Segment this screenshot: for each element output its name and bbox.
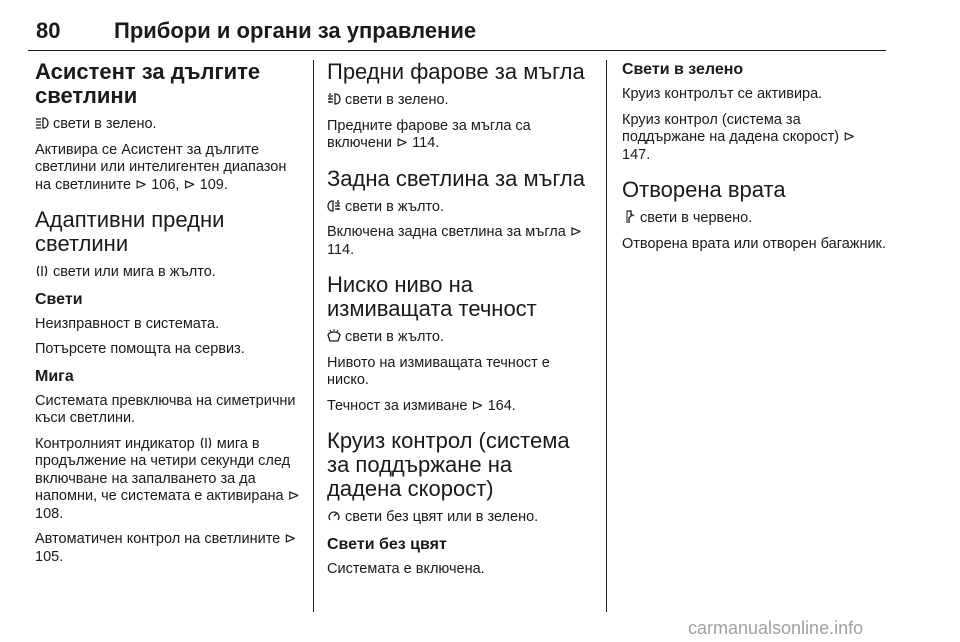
adaptive-fault-text: Неизправност в системата. (35, 315, 220, 332)
adaptive-indicator-text (35, 436, 300, 524)
washer-fluid-status (327, 329, 592, 347)
front-fog-desc: Предните фарове за мъгла са включени ⊳ 114. (327, 117, 531, 151)
subheading-lit: Свети (35, 290, 83, 308)
door-open-status (622, 210, 887, 228)
section-title-washer-fluid: Ниско ниво на измиващата течност (327, 272, 537, 321)
subheading-flashing: Мига (35, 367, 74, 385)
high-beam-assist-status (35, 116, 300, 134)
section-title-door-open: Отворена врата (622, 177, 786, 202)
subheading-lit-no-color: Свети без цвят (327, 535, 447, 553)
door-open-desc: Отворена врата или отворен багажник. (622, 235, 886, 252)
washer-fluid-icon (327, 329, 341, 343)
adaptive-switch-text: Системата превключва на симетрични къси светлини. (35, 392, 296, 426)
column-divider-2 (606, 60, 607, 612)
section-title-rear-fog: Задна светлина за мъгла (327, 165, 585, 191)
chapter-title: Прибори и органи за управление (114, 18, 477, 43)
door-open-icon (622, 210, 636, 224)
text-part: мига в продължение на четири секунди след включване на запалването за да напомни, че системата е активирана ⊳ 108. (35, 435, 300, 522)
adaptive-headlight-status (35, 264, 300, 282)
cruise-control-on-text: Системата е включена. (327, 560, 485, 577)
section-title-front-fog: Предни фарове за мъгла (327, 59, 585, 84)
adaptive-headlight-icon (199, 436, 213, 450)
rear-fog-desc: Включена задна светлина за мъгла ⊳ 114. (327, 224, 582, 258)
header-divider (28, 50, 886, 51)
high-beam-assist-desc: Активира се Асистент за дългите светлини или интелигентен диапазон на светлините ⊳ 106, ⊳ 109. (35, 141, 287, 193)
column-1 (35, 60, 300, 574)
cruise-control-status (327, 509, 592, 527)
front-fog-light-icon (327, 92, 341, 106)
status-text: свети в зелено. (53, 116, 157, 132)
subheading-lit-green: Свети в зелено (622, 61, 744, 78)
status-text: свети или мига в жълто. (53, 264, 216, 280)
status-text: свети в червено. (640, 210, 753, 226)
rear-fog-light-icon (327, 199, 341, 213)
front-fog-status (327, 92, 592, 110)
cruise-control-link: Круиз контрол (система за поддържане на дадена скорост) ⊳ 147. (622, 111, 856, 163)
cruise-control-icon (327, 509, 341, 523)
washer-fluid-desc: Нивото на измиващата течност е ниско. (327, 354, 550, 388)
section-title-adaptive-headlights: Адаптивни предни светлини (35, 207, 225, 256)
page-number: 80 (36, 18, 61, 43)
cruise-active-text: Круиз контролът се активира. (622, 86, 823, 102)
status-text: свети без цвят или в зелено. (345, 509, 539, 525)
status-text: свети в жълто. (345, 198, 444, 215)
column-divider-1 (313, 60, 314, 612)
auto-light-control-link: Автоматичен контрол на светлините ⊳ 105. (35, 531, 297, 565)
adaptive-headlight-icon (35, 264, 49, 278)
status-text: свети в жълто. (345, 329, 444, 345)
watermark: carmanualsonline.info (688, 618, 864, 638)
column-3 (622, 60, 887, 261)
adaptive-service-text: Потърсете помощта на сервиз. (35, 341, 245, 357)
section-title-cruise-control: Круиз контрол (система за поддържане на дадена скорост) (327, 428, 570, 501)
rear-fog-status (327, 199, 592, 217)
status-text: свети в зелено. (345, 92, 449, 108)
text-part: Контролният индикатор (35, 435, 195, 452)
column-2 (327, 60, 592, 586)
page-header (28, 8, 886, 48)
section-title-high-beam-assist: Асистент за дългите светлини (35, 59, 261, 108)
high-beam-assist-icon (35, 116, 49, 130)
washer-fluid-link: Течност за измиване ⊳ 164. (327, 397, 516, 414)
